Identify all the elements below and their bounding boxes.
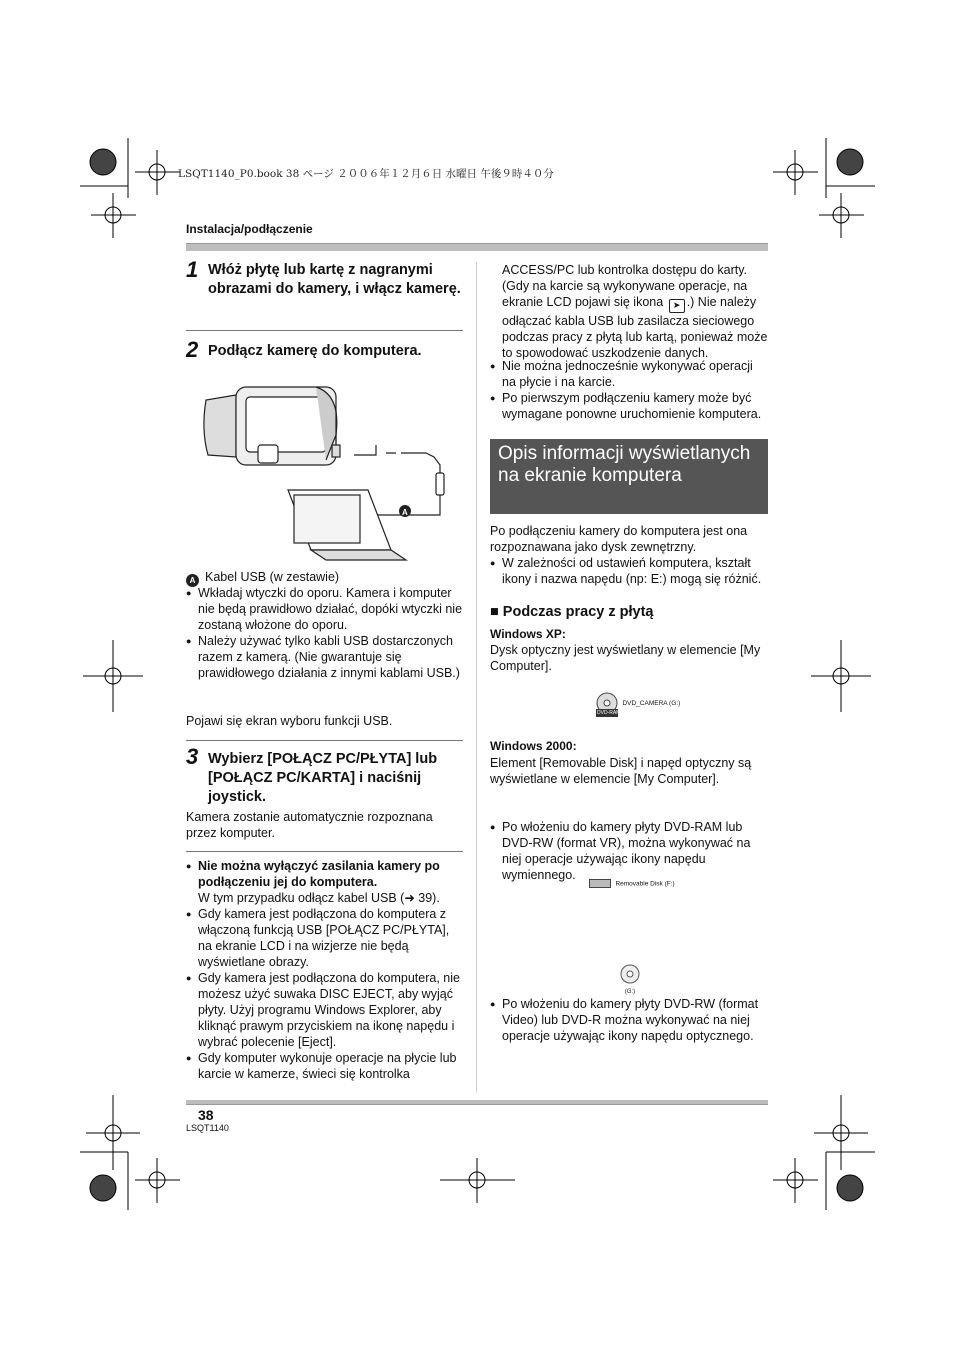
list-item: ● Wkładaj wtyczki do oporu. Kamera i komputer nie będą prawidłowo działać, dopóki wtyczki nie zostaną włożone do oporu. (186, 585, 466, 633)
section-title: Opis informacji wyświetlanych na ekranie komputera (490, 439, 768, 514)
step3-text: Wybierz [POŁĄCZ PC/PŁYTA] lub [POŁĄCZ PC/KARTA] i naciśnij joystick. (208, 751, 438, 805)
dvdram-bullet: ● Po włożeniu do kamery płyty DVD-RAM lub DVD-RW (format VR), można wykonywać na niej operacje używając ikony napędu wymiennego. (490, 819, 768, 883)
optical-drive-entry (620, 964, 640, 996)
list-item (186, 858, 466, 906)
cable-caption-text: Kabel USB (w zestawie) (205, 570, 340, 584)
intro-text: Po podłączeniu kamery do komputera jest ona rozpoznawana jako dysk zewnętrzny. (490, 524, 748, 554)
header-bar (186, 243, 768, 251)
step1-number: 1 (186, 257, 199, 282)
print-header: LSQT1140_P0.book 38 ページ ２００６年１２月６日 水曜日 午後９時４０分 (178, 168, 554, 180)
auto-recognition-text: Kamera zostanie automatycznie rozpoznana przez komputer. (186, 810, 433, 840)
step1-text: Włóż płytę lub kartę z nagranymi obrazami do kamery, i włącz kamerę. (208, 262, 461, 297)
list-item: ● Gdy kamera jest podłączona do komputera, nie możesz użyć suwaka DISC EJECT, aby wyjąć płyty. Użyj programu Windows Explorer, aby kliknąć prawym przyciskiem na ikonę napędu i wybrać polecenie [Eject]. (186, 970, 466, 1050)
list-item: ● Gdy komputer wykonuje operacje na płycie lub karcie w kamerze, świeci się kontrolka (186, 1050, 466, 1082)
power-note-sub: W tym przypadku odłącz kabel USB (➜ 39). (198, 891, 440, 905)
list-item: ● Gdy kamera jest podłączona do komputera z włączoną funkcją USB [POŁĄCZ PC/PŁYTA], na ekranie LCD i na wizjerze nie będą wyświetlane obrazy. (186, 906, 466, 970)
list-item: ● Należy używać tylko kabli USB dostarczonych razem z kamerą. (Nie gwarantuje się prawidłowego działania z innymi kablami USB.) (186, 633, 466, 681)
step3-number: 3 (186, 744, 199, 769)
subheading-disc: ■ Podczas pracy z płytą (490, 604, 654, 620)
step2-text: Podłącz kamerę do komputera. (208, 343, 422, 359)
usb-screen-text: Pojawi się ekran wyboru funkcji USB. (186, 714, 393, 728)
power-note: Nie można wyłączyć zasilania kamery po podłączeniu jej do komputera. (198, 859, 440, 889)
optical-drive-icon (620, 964, 640, 984)
win2000-text: Element [Removable Disk] i napęd optyczny są wyświetlane w elemencie [My Computer]. (490, 756, 752, 786)
footer-bar (186, 1100, 768, 1105)
camera-connection-illustration (196, 375, 456, 570)
card-access-icon: ➤ (669, 299, 685, 313)
removable-disk-label: Removable Disk (F:) (615, 880, 675, 888)
dvd-badge: DVD-RAM (597, 710, 621, 716)
list-item: ● Po pierwszym podłączeniu kamery może być wymagane ponowne uruchomienie komputera. (490, 390, 770, 422)
winxp-label: Windows XP: (490, 627, 566, 641)
continued-text-2: .) Nie należy odłączać kabla USB lub zasilacza sieciowego podczas pracy z płytą lub kartą, ponieważ może to spowodować uszkodzenie danych. (502, 295, 768, 360)
win2000-label: Windows 2000: (490, 739, 577, 753)
optical-drive-label: (G:) (624, 989, 636, 995)
marker-a-icon: A (186, 574, 199, 587)
intro-bullet: ● W zależności od ustawień komputera, kształt ikony i nazwa napędu (np: E:) mogą się różnić. (490, 555, 770, 587)
dvd-drive-entry (596, 692, 680, 718)
bullet-list-a (186, 585, 466, 681)
removable-disk-entry (589, 875, 675, 893)
winxp-text: Dysk optyczny jest wyświetlany w elemencie [My Computer]. (490, 643, 761, 673)
continued-text-1: ACCESS/PC lub kontrolka dostępu do karty. (Gdy na karcie są wykonywane operacje, na ekranie LCD pojawi się ikona (502, 263, 748, 309)
dvd-drive-label: DVD_CAMERA (G:) (622, 700, 681, 707)
removable-disk-icon (589, 879, 611, 888)
dvdrw-bullet: ● Po włożeniu do kamery płyty DVD-RW (format Video) lub DVD-R można wykonywać na niej operacje używając ikony napędu optycznego. (490, 996, 768, 1044)
doc-code: LSQT1140 (186, 1123, 229, 1133)
divider (186, 330, 463, 331)
bullet-list-b (186, 858, 466, 1082)
svg-text:A: A (402, 508, 408, 517)
bullet-list-c (490, 358, 770, 422)
divider (186, 851, 463, 852)
list-item: ● Nie można jednocześnie wykonywać operacji na płycie i na karcie. (490, 358, 770, 390)
continued-text (490, 262, 768, 361)
step2-number: 2 (186, 337, 199, 362)
page-number: 38 (198, 1107, 214, 1123)
section-label: Instalacja/podłączenie (186, 222, 313, 236)
column-separator (476, 262, 477, 1092)
divider (186, 740, 463, 741)
